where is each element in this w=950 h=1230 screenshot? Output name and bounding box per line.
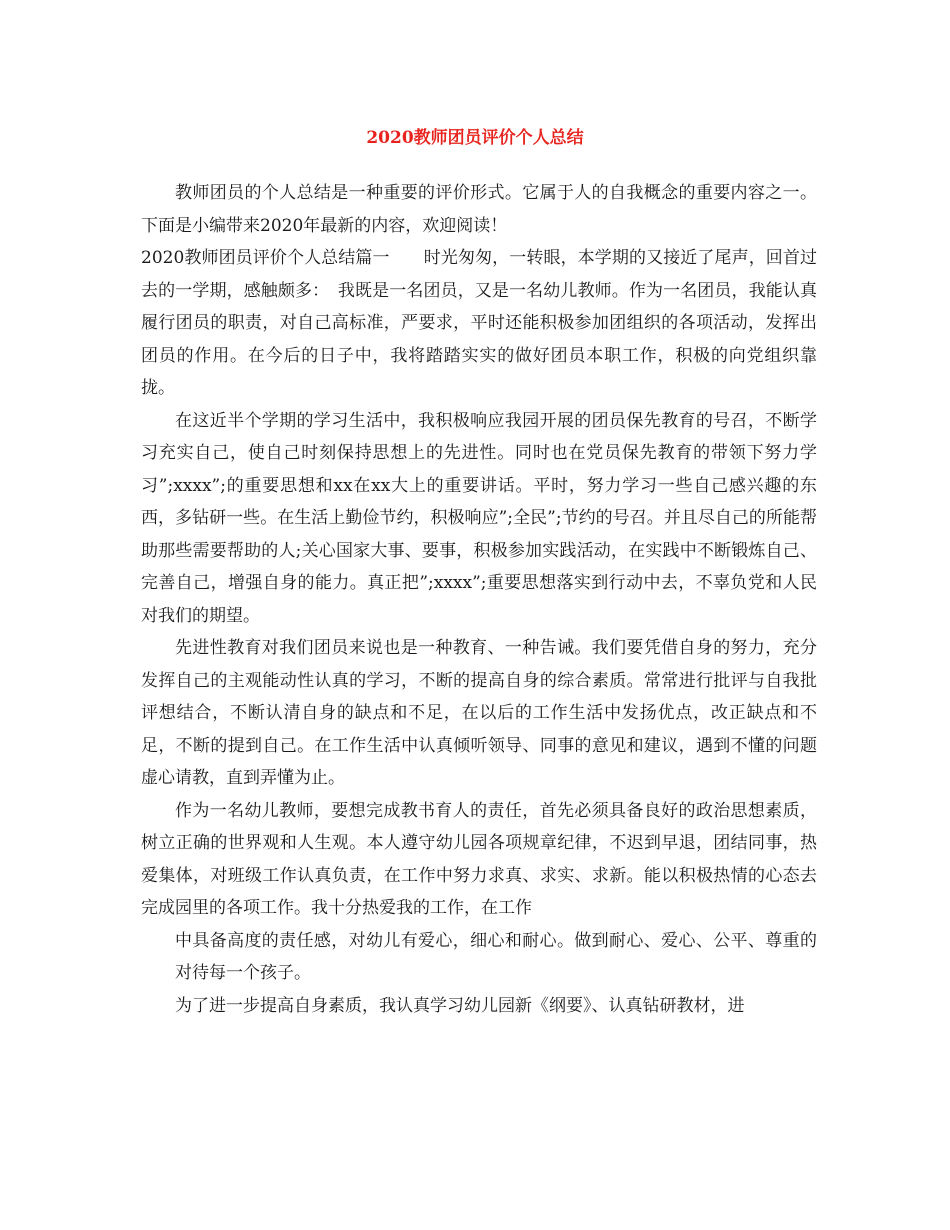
document-body [141,177,817,1022]
paragraph-advanced-education: 先进性教育对我们团员来说也是一种教育、一种告诫。我们要凭借自身的努力，充分发挥自己的主观能动性认真的学习，不断的提高自身的综合素质。常常进行批评与自我批评想结合，不断认清自身的缺点和不足，在以后的工作生活中发扬优点，改正缺点和不足，不断的提到自己。在工作生活中认真倾听领导、同事的意见和建议，遇到不懂的问题虚心请教，直到弄懂为止。 [141,638,817,788]
paragraph-intro: 教师团员的个人总结是一种重要的评价形式。它属于人的自我概念的重要内容之一。下面是小编带来2020年最新的内容，欢迎阅读！ [141,183,817,236]
paragraph-section-one: 2020教师团员评价个人总结篇一 时光匆匆，一转眼，本学期的又接近了尾声，回首过去的一学期，感触颇多： 我既是一名团员，又是一名幼儿教师。作为一名团员，我能认真履行团员的职责，对自己高标准，严要求，平时还能积极参加团组织的各项活动，发挥出团员的作用。在今后的日子中，我将踏踏实实的做好团员本职工作，积极的向党组织靠拢。 [141,248,817,398]
paragraph-self-improvement: 为了进一步提高自身素质，我认真学习幼儿园新《纲要》、认真钻研教材，进 [175,995,745,1016]
paragraph-responsibility: 中具备高度的责任感，对幼儿有爱心，细心和耐心。做到耐心、爱心、公平、尊重的对待每一个孩子。 [175,930,817,983]
paragraph-teacher-duty: 作为一名幼儿教师，要想完成教书育人的责任，首先必须具备良好的政治思想素质，树立正确的世界观和人生观。本人遵守幼儿园各项规章纪律，不迟到早退，团结同事，热爱集体，对班级工作认真负责，在工作中努力求真、求实、求新。能以积极热情的心态去完成园里的各项工作。我十分热爱我的工作，在工作 [141,800,817,918]
document-title: 2020教师团员评价个人总结 [366,128,584,148]
paragraph-study-life: 在这近半个学期的学习生活中，我积极响应我园开展的团员保先教育的号召，不断学习充实自己，使自己时刻保持思想上的先进性。同时也在党员保先教育的带领下努力学习”;xxxx”;的重要思想和xx在xx大上的重要讲话。平时，努力学习一些自己感兴趣的东西，多钻研一些。在生活上勤俭节约，积极响应”;全民”;节约的号召。并且尽自己的所能帮助那些需要帮助的人;关心国家大事、要事，积极参加实践活动，在实践中不断锻炼自己、完善自己，增强自身的能力。真正把”;xxxx”;重要思想落实到行动中去，不辜负党和人民对我们的期望。 [141,410,817,626]
